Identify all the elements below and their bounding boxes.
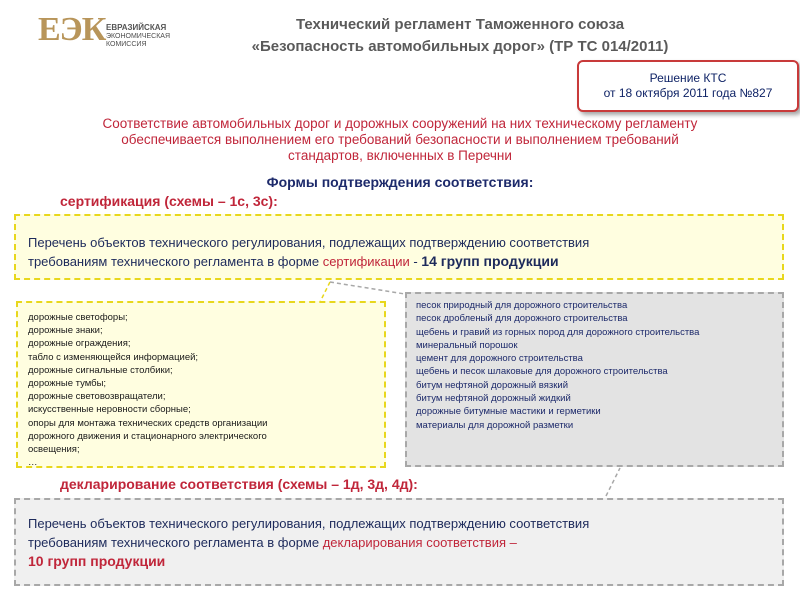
list-item: материалы для дорожной разметки xyxy=(416,419,574,431)
declaration-highlight: декларирования соответствия – xyxy=(322,535,517,550)
logo-caption-line1: ЕВРАЗИЙСКАЯ xyxy=(106,23,167,32)
list-item: щебень и гравий из горных пород для дорожного строительства xyxy=(416,326,700,338)
certification-box xyxy=(14,214,784,280)
list-item: дорожные ограждения; xyxy=(28,338,131,350)
callout-line-right xyxy=(330,282,405,294)
intro-line3: стандартов, включенных в Перечни xyxy=(288,148,512,163)
certification-highlight: сертификации xyxy=(322,254,410,269)
list-item: цемент для дорожного строительства xyxy=(416,353,583,365)
list-item: щебень и песок шлаковые для дорожного строительства xyxy=(416,366,668,378)
list-item: освещения; xyxy=(28,444,80,456)
certification-groups: 14 групп продукции xyxy=(421,253,559,269)
declaration-heading: декларирование соответствия (схемы – 1д, 3д, 4д): xyxy=(60,476,418,492)
certification-products-list xyxy=(16,301,386,468)
declaration-groups: 10 групп продукции xyxy=(28,553,166,569)
list-item: битум нефтяной дорожный жидкий xyxy=(416,393,571,405)
declaration-prefix: требованиям технического регламента в форме xyxy=(28,535,323,550)
list-item: дорожные тумбы; xyxy=(28,378,107,390)
list-item: опоры для монтажа технических средств организации xyxy=(28,417,268,429)
forms-title: Формы подтверждения соответствия: xyxy=(266,174,534,190)
declaration-text-line2 xyxy=(28,533,770,552)
list-item: … xyxy=(28,457,38,469)
certification-heading: сертификация (схемы – 1с, 3с): xyxy=(60,193,278,209)
certification-text-line2 xyxy=(28,252,770,271)
declaration-box xyxy=(14,498,784,586)
list-item: искусственные неровности сборные; xyxy=(28,404,191,416)
certification-prefix: требованиям технического регламента в форме xyxy=(28,254,323,269)
slide-title-line1: Технический регламент Таможенного союза xyxy=(295,16,625,33)
logo-caption xyxy=(106,24,180,50)
list-item: дорожного движения и стационарного электрического xyxy=(28,430,267,442)
list-item: дорожные битумные мастики и герметики xyxy=(416,406,601,418)
decision-box xyxy=(577,60,799,112)
list-item: дорожные сигнальные столбики; xyxy=(28,364,173,376)
logo-caption-line2: ЭКОНОМИЧЕСКАЯ xyxy=(106,32,171,40)
list-item: песок дробленый для дорожного строительства xyxy=(416,313,628,325)
callout-line-decl xyxy=(606,468,620,496)
eec-logo xyxy=(38,10,178,58)
list-item: битум нефтяной дорожный вязкий xyxy=(416,379,568,391)
intro-text xyxy=(20,116,780,164)
list-item: минеральный порошок xyxy=(416,339,518,351)
slide-title-line2: «Безопасность автомобильных дорог» (ТР ТС 014/2011) xyxy=(251,38,669,55)
intro-line1: Соответствие автомобильных дорог и дорожных сооружений на них техническому регламенту xyxy=(102,116,698,131)
list-item: дорожные знаки; xyxy=(28,325,103,337)
declaration-text-line1: Перечень объектов технического регулирования, подлежащих подтверждению соответствия xyxy=(28,516,590,531)
slide-title xyxy=(180,14,740,58)
intro-line2: обеспечивается выполнением его требований безопасности и выполнением требований xyxy=(121,132,679,147)
decision-line1: Решение КТС xyxy=(649,71,727,85)
list-item: дорожные световозвращатели; xyxy=(28,391,166,403)
certification-text-line1: Перечень объектов технического регулирования, подлежащих подтверждению соответствия xyxy=(28,235,590,250)
list-item: песок природный для дорожного строительства xyxy=(416,300,628,311)
decision-line2: от 18 октября 2011 года №827 xyxy=(603,86,773,100)
list-item: табло с изменяющейся информацией; xyxy=(28,351,199,363)
callout-line-left xyxy=(320,282,330,302)
list-item: дорожные светофоры; xyxy=(28,312,128,323)
logo-caption-line3: КОМИССИЯ xyxy=(106,41,147,48)
certification-dash: - xyxy=(409,254,422,269)
logo-mark: ЕЭК xyxy=(38,11,106,48)
declaration-products-list xyxy=(405,292,784,467)
